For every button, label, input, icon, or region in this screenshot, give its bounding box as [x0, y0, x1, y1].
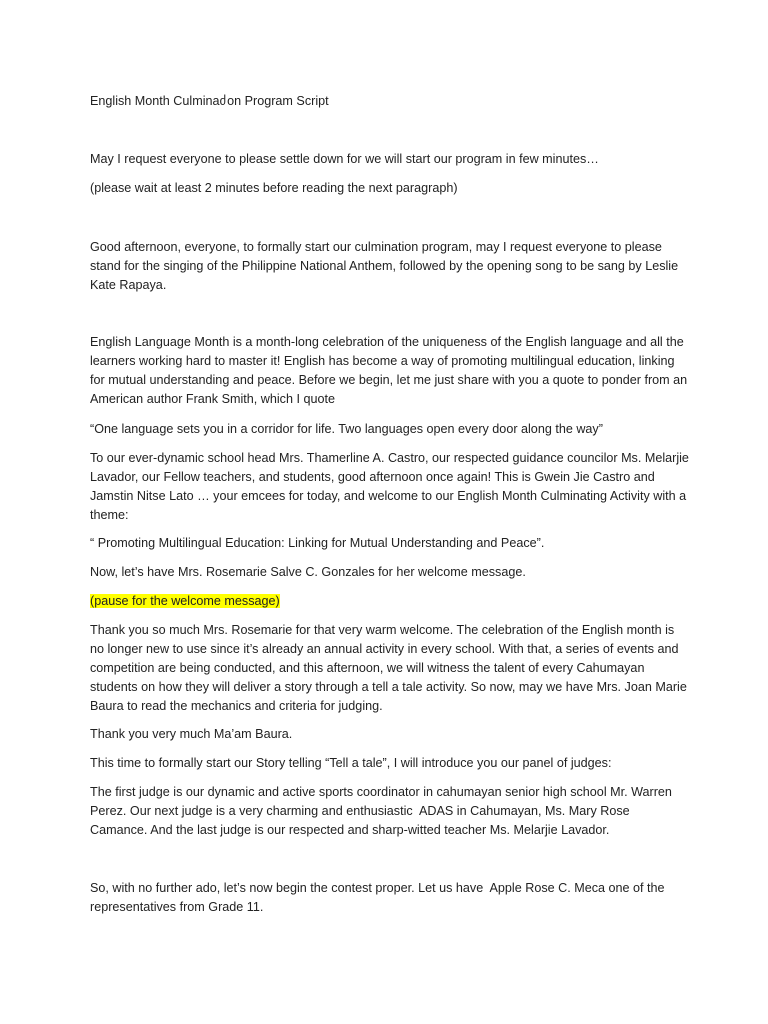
paragraph-good-afternoon: Good afternoon, everyone, to formally start our culmination program, may I request everyone to please stand for the singing of the Philippine National Anthem, followed by the opening song to be sang by Leslie Kate Rapaya. [90, 240, 682, 292]
paragraph-wait-instruction: (please wait at least 2 minutes before reading the next paragraph) [90, 181, 458, 195]
paragraph-settle-down: May I request everyone to please settle down for we will start our program in few minutes… [90, 152, 599, 166]
paragraph-thank-you-baura: Thank you very much Ma’am Baura. [90, 727, 293, 741]
paragraph-quote: “One language sets you in a corridor for life. Two languages open every door along the way” [90, 422, 603, 436]
paragraph-theme: “ Promoting Multilingual Education: Linking for Mutual Understanding and Peace”. [90, 536, 545, 550]
highlighted-pause-note: (pause for the welcome message) [90, 594, 280, 608]
paragraph-judges-list: The first judge is our dynamic and active sports coordinator in cahumayan senior high school Mr. Warren Perez. Our next judge is a very charming and enthusiastic ADAS in Cahumayan, Ms. Mary Rose Camance. And the last judge is our respected and sharp-witted teacher Ms. Melarjie Lavador. [90, 785, 676, 837]
paragraph-introduce-judges: This time to formally start our Story telling “Tell a tale”, I will introduce you our panel of judges: [90, 756, 612, 770]
paragraph-greetings: To our ever-dynamic school head Mrs. Thamerline A. Castro, our respected guidance councilor Ms. Melarjie Lavador, our Fellow teachers, and students, good afternoon once again! This is Gwein Jie Castro and Jamstin Nitse Lato … your emcees for today, and welcome to our English Month Culminating Activity with a theme: [90, 451, 693, 522]
paragraph-english-month: English Language Month is a month-long celebration of the uniqueness of the English language and all the learners working hard to master it! English has become a way of promoting multilingual education, linking for mutual understanding and peace. Before we begin, let me just share with you a quote to ponder from an American author Frank Smith, which I quote [90, 335, 690, 406]
paragraph-welcome-message: Now, let’s have Mrs. Rosemarie Salve C. Gonzales for her welcome message. [90, 565, 526, 579]
document-title: English Month Culminaძ on Program Script [90, 94, 329, 108]
paragraph-begin-contest: So, with no further ado, let’s now begin the contest proper. Let us have Apple Rose C. Meca one of the representatives from Grade 11. [90, 881, 669, 914]
paragraph-thank-you-rosemarie: Thank you so much Mrs. Rosemarie for that very warm welcome. The celebration of the English month is no longer new to use since it’s already an annual activity in every school. With that, a series of events and competition are being conducted, and this afternoon, we will witness the talent of every Cahumayan students on how they will deliver a story through a tell a tale activity. So now, may we have Mrs. Joan Marie Baura to read the mechanics and criteria for judging. [90, 623, 691, 713]
paragraph-pause-note [90, 592, 690, 611]
